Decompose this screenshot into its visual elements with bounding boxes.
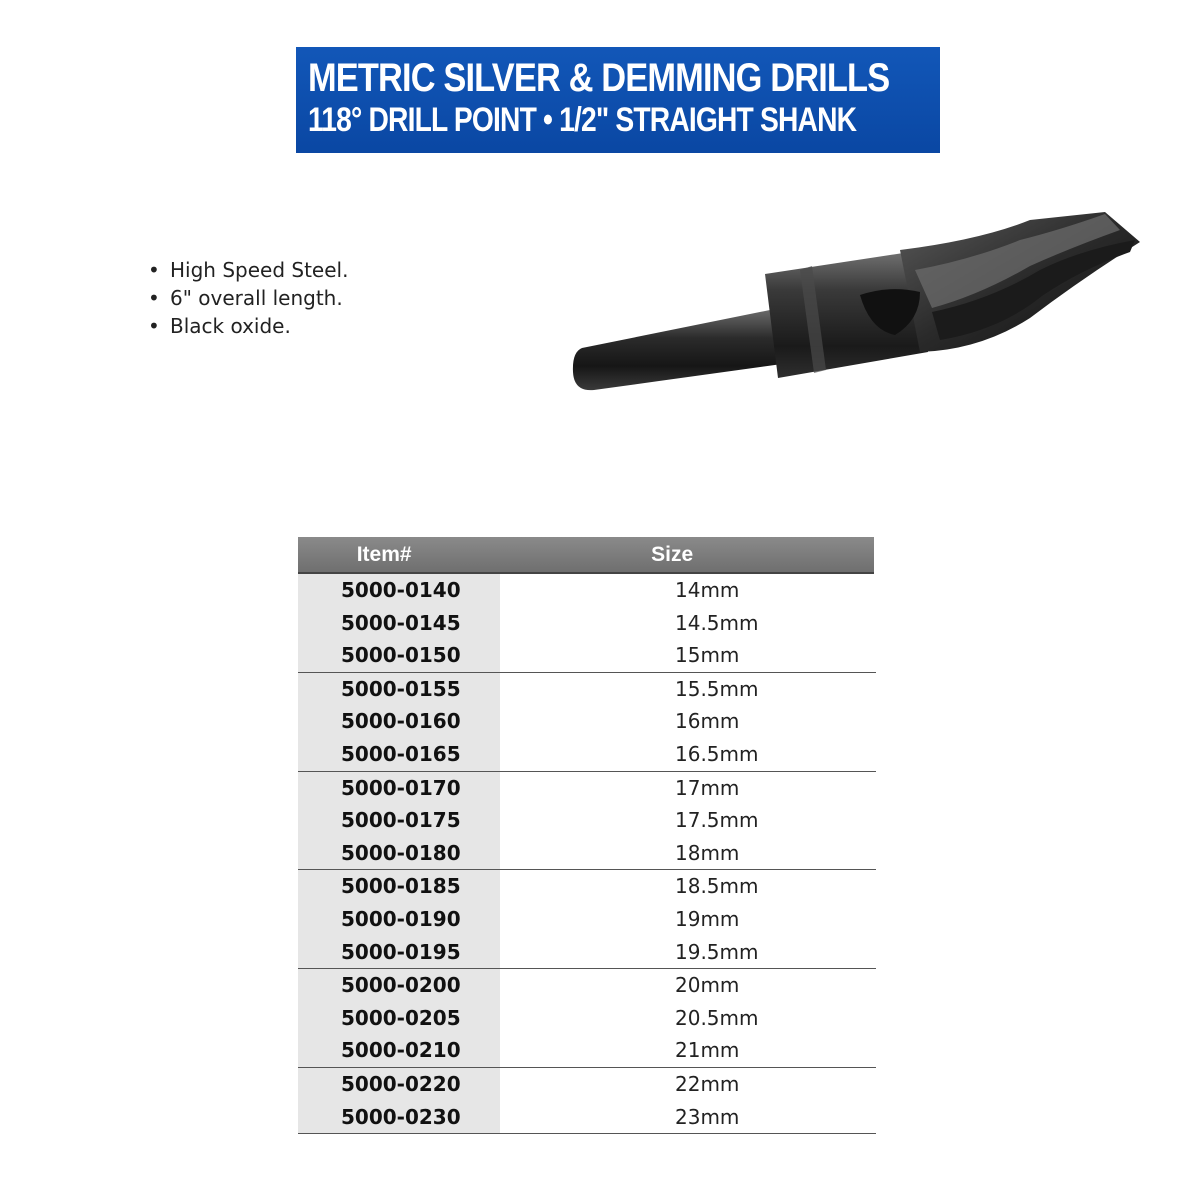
- size-cell: 19.5mm: [675, 939, 759, 964]
- header-size: Size: [651, 543, 694, 566]
- item-number-cell: 5000-0145: [298, 607, 500, 640]
- item-number-cell: 5000-0210: [298, 1034, 500, 1067]
- banner-subtitle: 118° DRILL POINT • 1/2" STRAIGHT SHANK: [308, 101, 857, 139]
- item-number-cell: 5000-0205: [298, 1002, 500, 1035]
- item-number-cell: 5000-0195: [298, 936, 500, 969]
- title-banner: [296, 47, 940, 153]
- table-row: [298, 936, 876, 969]
- size-cell: 17mm: [675, 775, 740, 800]
- table-row: [298, 607, 876, 640]
- drill-bit-image: [560, 200, 1160, 400]
- size-cell: 23mm: [675, 1104, 740, 1129]
- item-number-cell: 5000-0160: [298, 705, 500, 738]
- table-row-group: [298, 969, 876, 1068]
- size-cell: 15.5mm: [675, 676, 759, 701]
- table-row-group: [298, 772, 876, 871]
- banner-title: METRIC SILVER & DEMMING DRILLS: [308, 56, 890, 100]
- table-row: [298, 903, 876, 936]
- size-cell: 14.5mm: [675, 610, 759, 635]
- table-header: [298, 537, 874, 574]
- header-item: Item#: [356, 543, 412, 566]
- size-cell: 15mm: [675, 643, 740, 668]
- size-cell: 21mm: [675, 1038, 740, 1063]
- table-row: [298, 870, 876, 903]
- table-row: [298, 804, 876, 837]
- size-cell: 22mm: [675, 1071, 740, 1096]
- table-row: [298, 574, 876, 607]
- size-cell: 18mm: [675, 840, 740, 865]
- feature-item: • Black oxide.: [146, 312, 348, 340]
- table-body: [298, 574, 876, 1134]
- table-row: [298, 705, 876, 738]
- table-row: [298, 1101, 876, 1134]
- item-number-cell: 5000-0200: [298, 969, 500, 1002]
- table-row: [298, 1002, 876, 1035]
- table-row: [298, 639, 876, 672]
- table-row-group: [298, 673, 876, 772]
- table-row: [298, 673, 876, 706]
- table-row-group: [298, 870, 876, 969]
- feature-item: • 6" overall length.: [146, 284, 348, 312]
- size-cell: 17.5mm: [675, 808, 759, 833]
- feature-list: [146, 256, 348, 340]
- item-number-cell: 5000-0180: [298, 837, 500, 870]
- size-cell: 16.5mm: [675, 741, 759, 766]
- item-number-cell: 5000-0155: [298, 673, 500, 706]
- item-number-cell: 5000-0140: [298, 574, 500, 607]
- table-row: [298, 772, 876, 805]
- table-row: [298, 969, 876, 1002]
- item-number-cell: 5000-0175: [298, 804, 500, 837]
- drill-shank: [573, 310, 782, 390]
- item-number-cell: 5000-0150: [298, 639, 500, 672]
- table-row: [298, 837, 876, 870]
- table-row-group: [298, 1068, 876, 1134]
- feature-item: • High Speed Steel.: [146, 256, 348, 284]
- item-number-cell: 5000-0170: [298, 772, 500, 805]
- size-cell: 18.5mm: [675, 874, 759, 899]
- table-row-group: [298, 574, 876, 673]
- item-number-cell: 5000-0165: [298, 738, 500, 771]
- table-row: [298, 1034, 876, 1067]
- item-number-cell: 5000-0220: [298, 1068, 500, 1101]
- size-cell: 20mm: [675, 973, 740, 998]
- table-row: [298, 1068, 876, 1101]
- size-cell: 20.5mm: [675, 1005, 759, 1030]
- item-number-cell: 5000-0190: [298, 903, 500, 936]
- item-number-cell: 5000-0185: [298, 870, 500, 903]
- size-cell: 19mm: [675, 906, 740, 931]
- item-number-cell: 5000-0230: [298, 1101, 500, 1134]
- size-cell: 16mm: [675, 709, 740, 734]
- size-cell: 14mm: [675, 578, 740, 602]
- drill-size-table: [298, 537, 876, 1134]
- table-row: [298, 738, 876, 771]
